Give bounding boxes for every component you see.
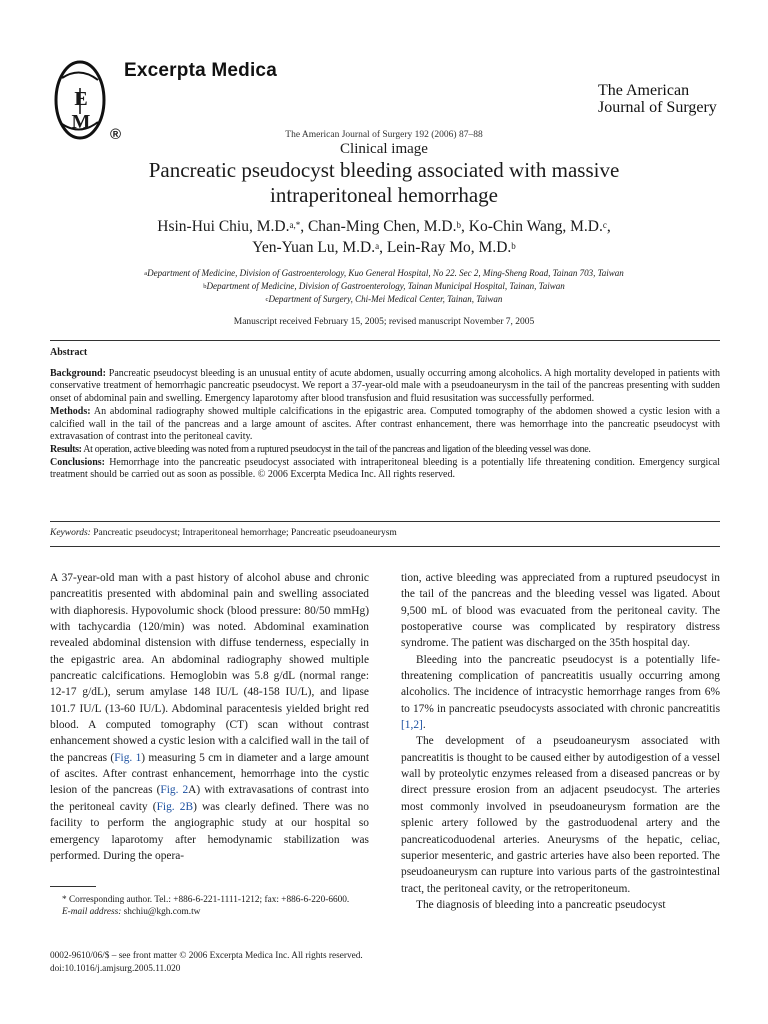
- affiliations: [70, 267, 698, 306]
- author-affiliation-mark: a,*: [289, 220, 301, 230]
- keywords-label: Keywords:: [50, 528, 91, 538]
- body-text: A) with extravasations of contrast into the peritoneal cavity (: [50, 784, 370, 813]
- body-column-right: [401, 570, 720, 913]
- affiliation: [70, 267, 698, 280]
- abstract-top-rule: [50, 340, 720, 341]
- body-paragraph: The diagnosis of bleeding into a pancreatic pseudocyst: [416, 898, 666, 911]
- body-paragraph: [50, 570, 369, 864]
- body-paragraph: tion, active bleeding was appreciated from a ruptured pseudocyst in the tail of the pancreas and the bleeding vessel was ligated. About 9,500 mL of blood was evacuated from the peritoneal cavity. The postoperative course was complicated by respiratory distress syndrome. The patient was discharged on the 35th hospital day.: [401, 572, 720, 650]
- corresponding-author: * Corresponding author. Tel.: +886-6-221-1111-1212; fax: +886-6-220-6600.: [62, 895, 350, 905]
- keywords-bottom-rule: [50, 546, 720, 547]
- footnote-rule: [50, 886, 96, 887]
- body-text: Bleeding into the pancreatic pseudocyst is a potentially life-threatening complication of pancreatitis usually occurring among alcoholics. The incidence of intracystic hemorrhage ranges from 6% to 17% in pancreatic pseudocysts associated with chronic pancreatitis: [401, 653, 720, 715]
- body-text: A 37-year-old man with a past history of alcohol abuse and chronic pancreatitis presented with abdominal pain and swelling associated with diaphoresis. Hypovolumic shock (blood pressure: 80/50 mmHg) with tachycardia (120/min) was noted. Abdominal examination revealed abdominal distension with diffuse tenderness, especially in the epigastric area. An abdominal radiography showed multiple pancreatic calcifications. Hemoglobin was 5.8 g/dL (normal range: 12-17 g/dL), serum amylase 148 IU/L (48-158 IU/L), and lipase 101.7 IU/L (13-60 IU/L). Abdominal paracentesis yielded bright red blood. A computed tomography (CT) scan without contrast enhancement showed a cystic lesion with a calcified wall in the tail of the pancreas (: [50, 572, 369, 764]
- running-head: The American Journal of Surgery 192 (2006) 87–88: [285, 130, 483, 140]
- journal-logo: [598, 82, 718, 116]
- abstract-background: [50, 368, 720, 406]
- figure-2-link[interactable]: Fig. 2: [160, 784, 189, 797]
- email-address[interactable]: shchiu@kgh.com.tw: [123, 907, 201, 918]
- affiliation-text: Department of Surgery, Chi-Mei Medical Center, Tainan, Taiwan: [268, 294, 503, 304]
- body-text: .: [422, 719, 426, 732]
- author-affiliation-mark: a: [375, 241, 380, 251]
- author-affiliation-mark: b: [456, 220, 462, 230]
- figure-1-link[interactable]: Fig. 1: [114, 751, 142, 764]
- body-paragraph: The development of a pseudoaneurysm associated with pancreatitis is thought to be caused either by autodigestion of a vessel wall by proteolytic enzymes released from a diseased pancreas or by direct pressure erosion from an adjacent pseudocyst. The arteries most commonly involved in pseudoaneurysm formation are the splenic artery followed by the gastroduodenal artery and the pancreaticoduodenal arteries. Aneurysms of the hepatic, celiac, superior mesenteric, and gastric arteries have also been reported. The pseudoaneurysm can rupture into various parts of the gastrointestinal tract, the peritoneal cavity, or the retroperitoneum.: [401, 735, 720, 895]
- author-affiliation-mark: b: [511, 241, 516, 251]
- body-text: ) measuring 5 cm in diameter and a large amount of ascites. After contrast enhancement, hemorrhage into the cystic lesion of the pancreas (: [50, 751, 369, 797]
- author-affiliation-mark: c: [602, 220, 607, 230]
- abstract-text: An abdominal radiography showed multiple calcifications in the epigastric area. Computed tomography of the abdomen showed a cystic lesion with a calcified wall in the tail of the pancreas and a large amount of ascites. After contrast enhancement, there was hemorrhage into the pancreatic pseudocyst with extravasation of contrast into the peritoneal cavity.: [50, 405, 720, 443]
- abstract-heading: Abstract: [50, 347, 88, 358]
- abstract-methods: [50, 406, 720, 444]
- abstract-text: Pancreatic pseudocyst bleeding is an unusual entity of acute abdomen, usually occurring among alcoholics. A high mortality developed in patients with conservative treatment of hemorrhagic pancreatic pseudocyst. We report a 37-year-old male with a pseudoaneurysm in the tail of the pancreas presenting with sudden onset of abdominal pain and swelling. Emergency laparotomy after blood transfusion and fluid resusitation was successfully performed.: [50, 367, 721, 405]
- author-name: Hsin-Hui Chiu, M.D.: [157, 218, 290, 235]
- registered-mark: ®: [110, 126, 122, 143]
- author-name: Chan-Ming Chen, M.D.: [307, 218, 457, 235]
- body-text: ) was clearly defined. There was no facility to perform the angiographic study at our hospital so emergency laparotomy after hemodynamic stabilization was performed. During the opera-: [50, 800, 370, 862]
- affiliation: [70, 293, 698, 306]
- article-title: Pancreatic pseudocyst bleeding associated with massive intraperitoneal hemorrhage: [148, 158, 620, 207]
- keywords-top-rule: [50, 521, 720, 522]
- author-name: Ko-Chin Wang, M.D.: [468, 218, 603, 235]
- abstract: [50, 347, 720, 482]
- doi-line[interactable]: doi:10.1016/j.amjsurg.2005.11.020: [50, 964, 181, 974]
- publisher-name: Excerpta Medica: [124, 60, 277, 81]
- abstract-label: Background:: [50, 367, 106, 379]
- author-name: Yen-Yuan Lu, M.D.: [252, 239, 376, 256]
- bottom-info: [50, 950, 363, 976]
- publisher-mark: E M: [71, 88, 93, 133]
- affiliation-mark: b: [203, 283, 207, 290]
- author-name: Lein-Ray Mo, M.D.: [386, 239, 512, 256]
- affiliation-mark: a: [144, 270, 148, 277]
- abstract-text: Hemorrhage into the pancreatic pseudocyst associated with intraperitoneal bleeding is a potentially life threatening condition. Emergency surgical treatment should be carried out as soon as possible. © 2006 Excerpta Medica Inc. All rights reserved.: [50, 456, 720, 481]
- reference-link[interactable]: [1,2]: [401, 719, 423, 732]
- email-label: E-mail address:: [62, 907, 122, 918]
- body-paragraph: [401, 652, 720, 734]
- affiliation-text: Department of Medicine, Division of Gastroenterology, Kuo General Hospital, No 22. Sec 2, Ming-Sheng Road, Tainan 703, Taiwan: [147, 268, 624, 278]
- figure-2b-link[interactable]: Fig. 2B: [156, 800, 194, 813]
- abstract-label: Methods:: [50, 405, 91, 417]
- keywords: [50, 528, 720, 538]
- abstract-conclusions: [50, 457, 720, 482]
- affiliation-mark: c: [265, 296, 269, 303]
- email-line: [50, 906, 369, 918]
- body-column-left: [50, 570, 369, 864]
- author-list: Hsin-Hui Chiu, M.D.$^{a,*}$, Chan-Ming Chen, M.D.$^b$, Ko-Chin Wang, M.D.$^c$, Yen-Yuan Lu, M.D.$^a$, Lein-Ray Mo, M.D.$^b$: [157, 218, 611, 256]
- journal-logo-line2: Journal of Surgery: [598, 99, 717, 116]
- issn-line: 0002-9610/06/$ – see front matter © 2006 Excerpta Medica Inc. All rights reserved.: [50, 951, 363, 961]
- keywords-text: Pancreatic pseudocyst; Intraperitoneal hemorrhage; Pancreatic pseudoaneurysm: [93, 528, 397, 538]
- journal-logo-line1: The American: [598, 82, 690, 99]
- footnote: [50, 894, 369, 918]
- manuscript-dates: Manuscript received February 15, 2005; revised manuscript November 7, 2005: [233, 317, 535, 327]
- abstract-results: [50, 444, 720, 457]
- affiliation-text: Department of Medicine, Division of Gastroenterology, Tainan Municipal Hospital, Tainan, Taiwan: [206, 281, 565, 291]
- abstract-text: At operation, active bleeding was noted from a ruptured pseudocyst in the tail of the pancreas and ligation of the bleeding vessel was done.: [83, 443, 591, 455]
- abstract-label: Results:: [50, 443, 82, 455]
- abstract-label: Conclusions:: [50, 456, 106, 468]
- affiliation: [70, 280, 698, 293]
- article-category: Clinical image: [340, 141, 428, 157]
